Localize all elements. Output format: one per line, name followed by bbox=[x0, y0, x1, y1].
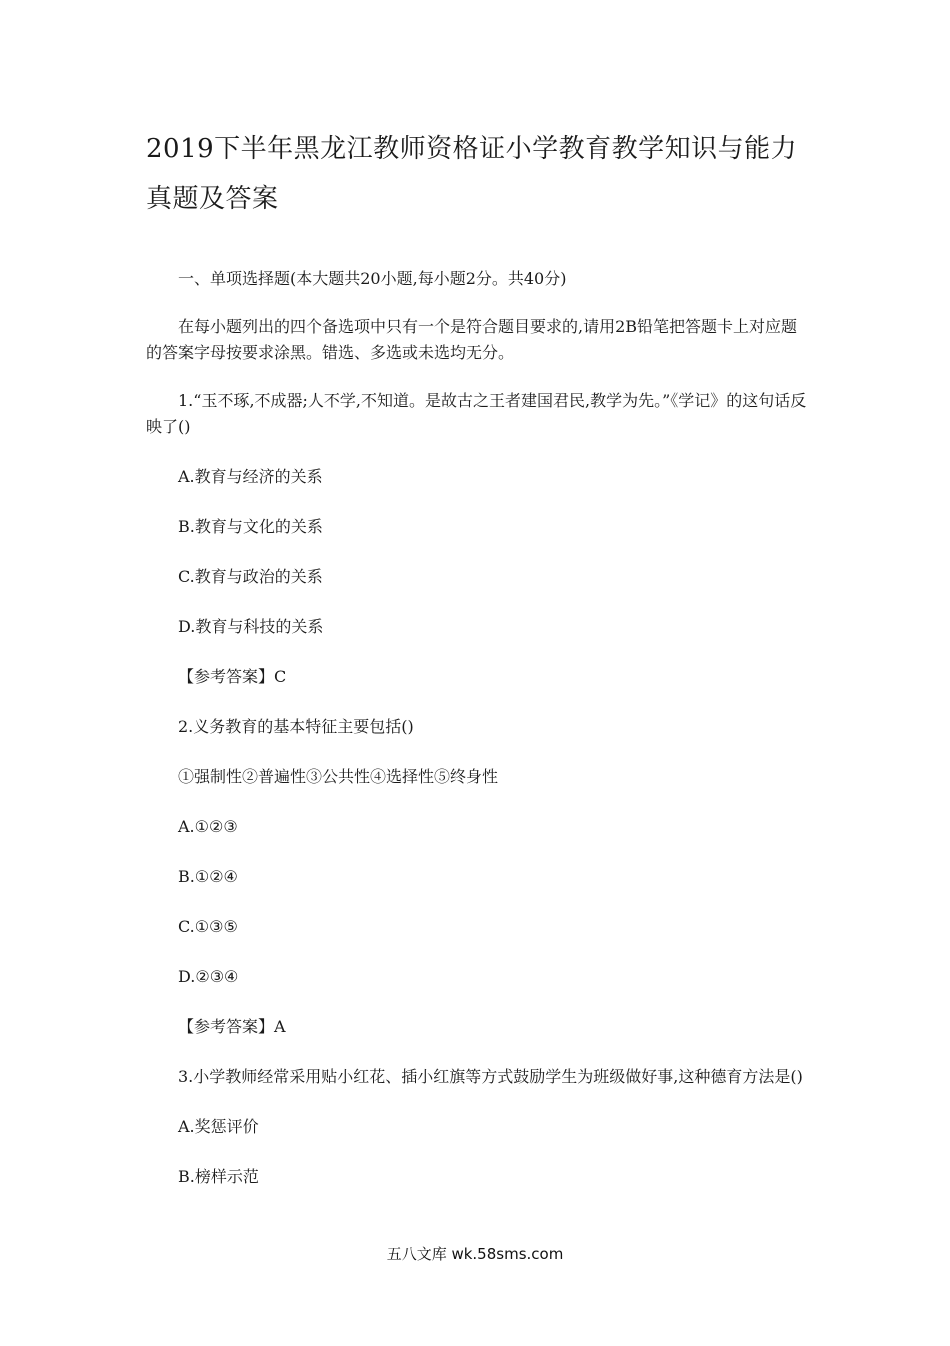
question-2-stem: 2.义务教育的基本特征主要包括() bbox=[178, 717, 414, 736]
instructions: 在每小题列出的四个备选项中只有一个是符合题目要求的,请用2B铅笔把答题卡上对应题的答案字母按要求涂黑。错选、多选或未选均无分。 bbox=[146, 317, 798, 362]
question-1-option-c: C.教育与政治的关系 bbox=[178, 567, 323, 586]
question-1-option-a: A.教育与经济的关系 bbox=[178, 467, 323, 486]
question-3-option-a: A.奖惩评价 bbox=[178, 1117, 259, 1136]
question-2-option-b: B.①②④ bbox=[178, 867, 238, 886]
document-body bbox=[146, 266, 810, 1190]
question-1-stem: 1.“玉不琢,不成器;人不学,不知道。是故古之王者建国君民,教学为先。”《学记》的这句话反映了() bbox=[146, 391, 807, 436]
question-2-option-d: D.②③④ bbox=[178, 967, 239, 986]
footer-watermark: 五八文库 wk.58sms.com bbox=[386, 1245, 564, 1263]
question-2-option-c: C.①③⑤ bbox=[178, 917, 238, 936]
document-title: 2019下半年黑龙江教师资格证小学教育教学知识与能力真题及答案 bbox=[146, 134, 798, 214]
question-1-answer: 【参考答案】C bbox=[178, 667, 287, 686]
question-1-option-b: B.教育与文化的关系 bbox=[178, 517, 323, 536]
question-1-option-d: D.教育与科技的关系 bbox=[178, 617, 324, 636]
question-2-answer: 【参考答案】A bbox=[178, 1017, 286, 1036]
question-2-option-a: A.①②③ bbox=[178, 817, 238, 836]
question-3-stem: 3.小学教师经常采用贴小红花、插小红旗等方式鼓励学生为班级做好事,这种德育方法是() bbox=[178, 1067, 803, 1086]
question-3-option-b: B.榜样示范 bbox=[178, 1167, 259, 1186]
section-heading: 一、单项选择题(本大题共20小题,每小题2分。共40分) bbox=[178, 269, 567, 288]
question-2-items: ①强制性②普遍性③公共性④选择性⑤终身性 bbox=[178, 767, 499, 786]
